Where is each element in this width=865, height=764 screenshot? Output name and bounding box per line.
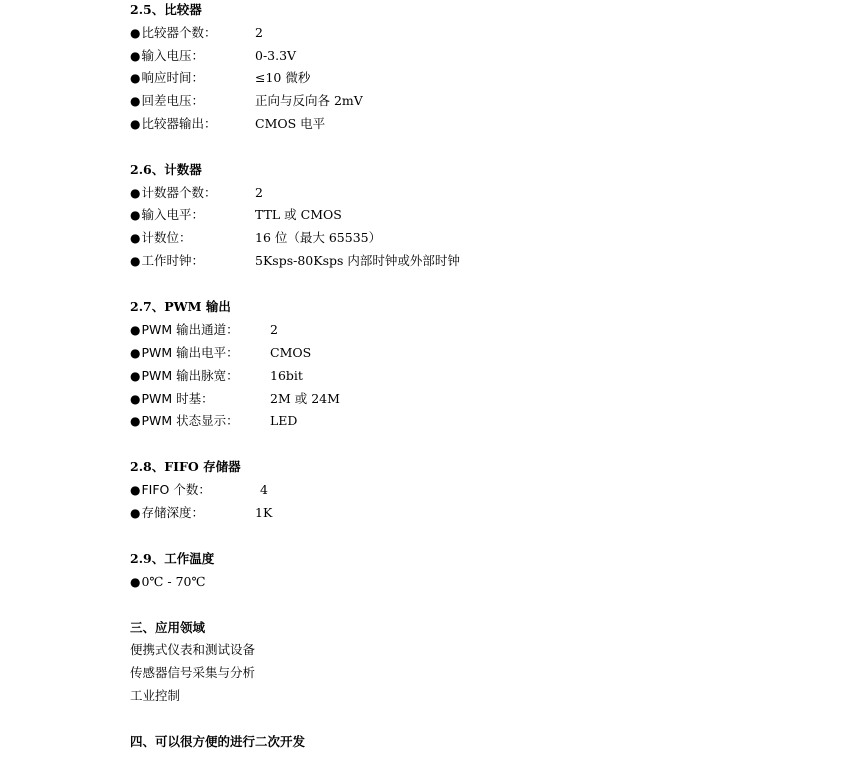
list-item xyxy=(130,389,340,409)
item-value: 0-3.3V xyxy=(255,48,297,63)
item-label: 输入电平： xyxy=(141,207,204,222)
item-label: FIFO 个数： xyxy=(141,482,211,497)
item-label: 响应时间： xyxy=(141,70,204,85)
bullet-icon: ● xyxy=(130,346,141,360)
item-label: 工作时钟： xyxy=(141,253,204,268)
item-label: 比较器输出： xyxy=(141,116,217,131)
bullet-icon: ● xyxy=(130,94,141,108)
list-item xyxy=(130,343,312,363)
list-item xyxy=(130,91,363,111)
item-label: 计数位： xyxy=(141,230,192,245)
list-item xyxy=(130,228,382,248)
item-value: 4 xyxy=(260,482,268,497)
item-value: 1K xyxy=(255,505,273,520)
item-value: LED xyxy=(270,413,298,428)
section-heading-comparator: 2.5、比较器 xyxy=(130,2,202,17)
bullet-icon: ● xyxy=(130,49,141,63)
item-label: 存储深度： xyxy=(141,505,204,520)
section-heading-pwm: 2.7、PWM 输出 xyxy=(130,299,231,314)
list-item xyxy=(130,366,303,386)
section-heading-secondary-development: 四、可以很方便的进行二次开发 xyxy=(130,734,306,749)
item-value: 2 xyxy=(270,322,278,337)
item-label: 输入电压： xyxy=(141,48,204,63)
list-item xyxy=(130,46,297,66)
list-item xyxy=(130,320,278,340)
list-item xyxy=(130,251,460,271)
bullet-icon: ● xyxy=(130,117,141,131)
bullet-icon: ● xyxy=(130,483,141,497)
bullet-icon: ● xyxy=(130,392,141,406)
item-label: PWM 输出脉宽： xyxy=(141,368,239,383)
item-label: 回差电压： xyxy=(141,93,204,108)
bullet-icon: ● xyxy=(130,414,141,428)
item-value: 16bit xyxy=(270,368,303,383)
list-item xyxy=(130,23,263,43)
bullet-icon: ● xyxy=(130,369,141,383)
list-item xyxy=(130,68,311,88)
section-heading-temperature: 2.9、工作温度 xyxy=(130,551,215,566)
bullet-icon: ● xyxy=(130,231,141,245)
bullet-icon: ● xyxy=(130,506,141,520)
bullet-icon: ● xyxy=(130,323,141,337)
list-item xyxy=(130,114,326,134)
item-label: PWM 时基： xyxy=(141,391,214,406)
bullet-icon: ● xyxy=(130,208,141,222)
bullet-icon: ● xyxy=(130,26,141,40)
item-value: 2 xyxy=(255,25,263,40)
item-value: ≤10 微秒 xyxy=(255,70,311,85)
item-label: PWM 输出通道： xyxy=(141,322,239,337)
bullet-icon: ● xyxy=(130,186,141,200)
bullet-icon: ● xyxy=(130,254,141,268)
item-value: 2 xyxy=(255,185,263,200)
list-item xyxy=(130,480,268,500)
item-value: CMOS 电平 xyxy=(255,116,326,131)
item-value: 5Ksps-80Ksps 内部时钟或外部时钟 xyxy=(255,253,460,268)
bullet-icon: ● xyxy=(130,71,141,85)
item-label: PWM 状态显示： xyxy=(141,413,239,428)
item-value: 正向与反向各 2mV xyxy=(255,93,363,108)
item-label: 0℃ - 70℃ xyxy=(141,574,206,589)
list-item xyxy=(130,183,263,203)
item-value: 2M 或 24M xyxy=(270,391,340,406)
list-item: 传感器信号采集与分析 xyxy=(130,665,256,680)
item-value: TTL 或 CMOS xyxy=(255,207,342,222)
list-item: 便携式仪表和测试设备 xyxy=(130,642,256,657)
list-item xyxy=(130,411,298,431)
section-heading-applications: 三、应用领域 xyxy=(130,620,206,635)
list-item xyxy=(130,503,273,523)
section-heading-counter: 2.6、计数器 xyxy=(130,162,202,177)
list-item xyxy=(130,205,342,225)
item-value: 16 位（最大 65535） xyxy=(255,230,382,245)
item-label: 计数器个数： xyxy=(141,185,217,200)
list-item xyxy=(130,572,205,592)
section-heading-fifo: 2.8、FIFO 存储器 xyxy=(130,459,241,474)
item-value: CMOS xyxy=(270,345,312,360)
bullet-icon: ● xyxy=(130,575,141,589)
item-label: PWM 输出电平： xyxy=(141,345,239,360)
list-item: 工业控制 xyxy=(130,688,181,703)
item-label: 比较器个数： xyxy=(141,25,217,40)
